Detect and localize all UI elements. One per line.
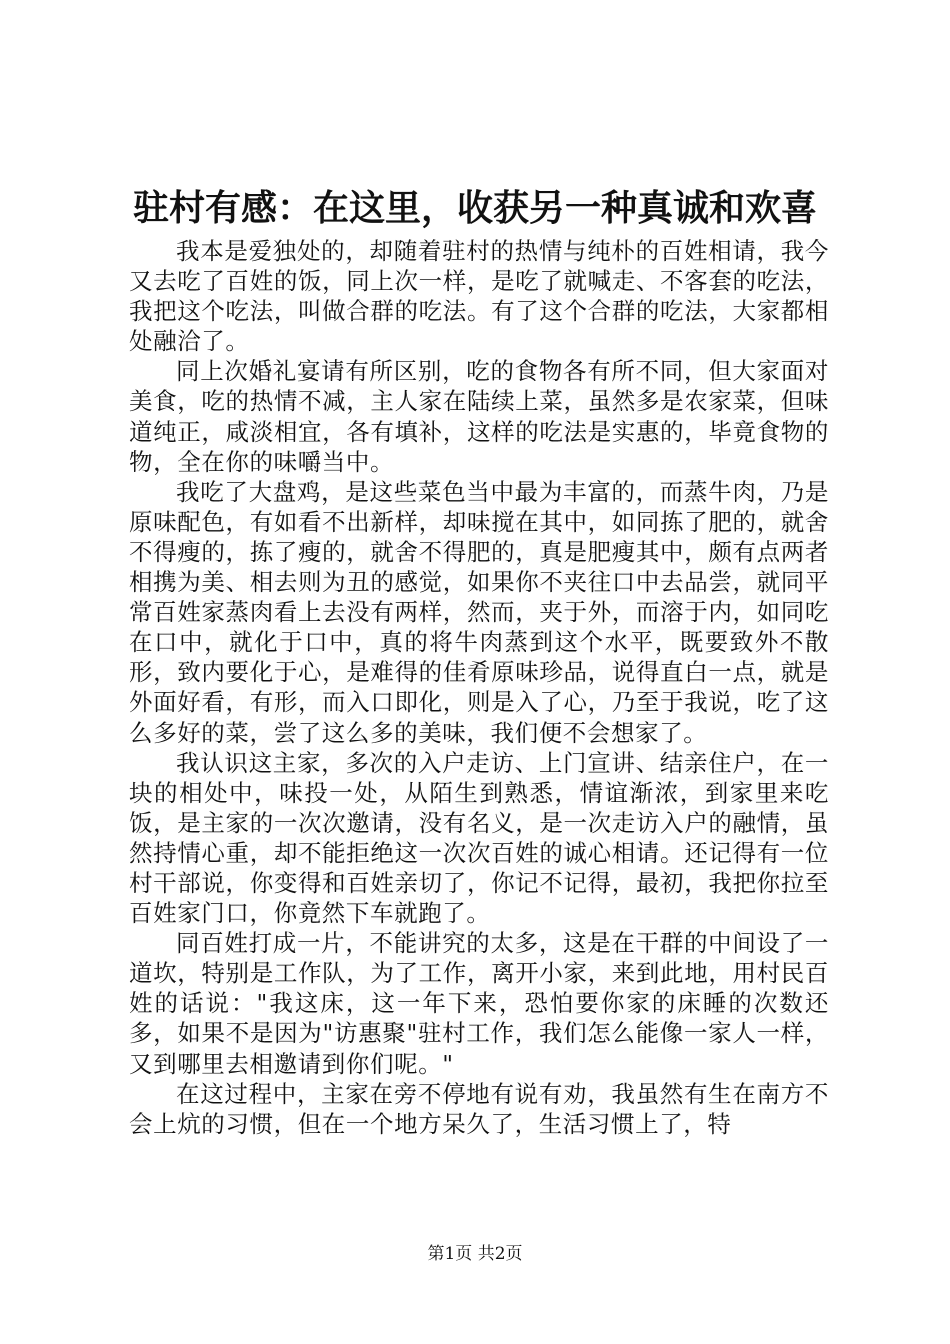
paragraph-6: 在这过程中，主家在旁不停地有说有劝，我虽然有生在南方不会上炕的习惯，但在一个地方呆久了，生活习惯上了，特	[129, 1079, 829, 1138]
document-title: 驻村有感：在这里，收获另一种真诚和欢喜	[132, 187, 817, 229]
paragraph-4: 我认识这主家，多次的入户走访、上门宣讲、结亲住户，在一块的相处中，味投一处，从陌生到熟悉，情谊渐浓，到家里来吃饭，是主家的一次次邀请，没有名义，是一次走访入户的融情，虽然持情心重，却不能拒绝这一次次百姓的诚心相请。还记得有一位村干部说，你变得和百姓亲切了，你记不记得，最初，我把你拉至百姓家门口，你竟然下车就跑了。	[129, 748, 829, 928]
document-body	[129, 236, 829, 1139]
page-number-footer: 第1页 共2页	[427, 1244, 523, 1264]
paragraph-2: 同上次婚礼宴请有所区别，吃的食物各有所不同，但大家面对美食，吃的热情不减，主人家在陆续上菜，虽然多是农家菜，但味道纯正，咸淡相宜，各有填补，这样的吃法是实惠的，毕竟食物的物，全在你的味嚼当中。	[129, 357, 829, 476]
paragraph-5: 同百姓打成一片，不能讲究的太多，这是在干群的中间设了一道坎，特别是工作队，为了工作，离开小家，来到此地，用村民百姓的话说："我这床，这一年下来，恐怕要你家的床睡的次数还多，如果不是因为"访惠聚"驻村工作，我们怎么能像一家人一样，又到哪里去相邀请到你们呢。"	[129, 929, 829, 1078]
paragraph-3: 我吃了大盘鸡，是这些菜色当中最为丰富的，而蒸牛肉，乃是原味配色，有如看不出新样，却味搅在其中，如同拣了肥的，就舍不得瘦的，拣了瘦的，就舍不得肥的，真是肥瘦其中，颇有点两者相携为美、相去则为丑的感觉，如果你不夹往口中去品尝，就同平常百姓家蒸肉看上去没有两样，然而，夹于外，而溶于内，如同吃在口中，就化于口中，真的将牛肉蒸到这个水平，既要致外不散形，致内要化于心，是难得的佳肴原味珍品，说得直白一点，就是外面好看，有形，而入口即化，则是入了心，乃至于我说，吃了这么多好的菜，尝了这么多的美味，我们便不会想家了。	[129, 477, 829, 747]
paragraph-1: 我本是爱独处的，却随着驻村的热情与纯朴的百姓相请，我今又去吃了百姓的饭，同上次一样，是吃了就喊走、不客套的吃法，我把这个吃法，叫做合群的吃法。有了这个合群的吃法，大家都相处融洽了。	[129, 237, 829, 356]
